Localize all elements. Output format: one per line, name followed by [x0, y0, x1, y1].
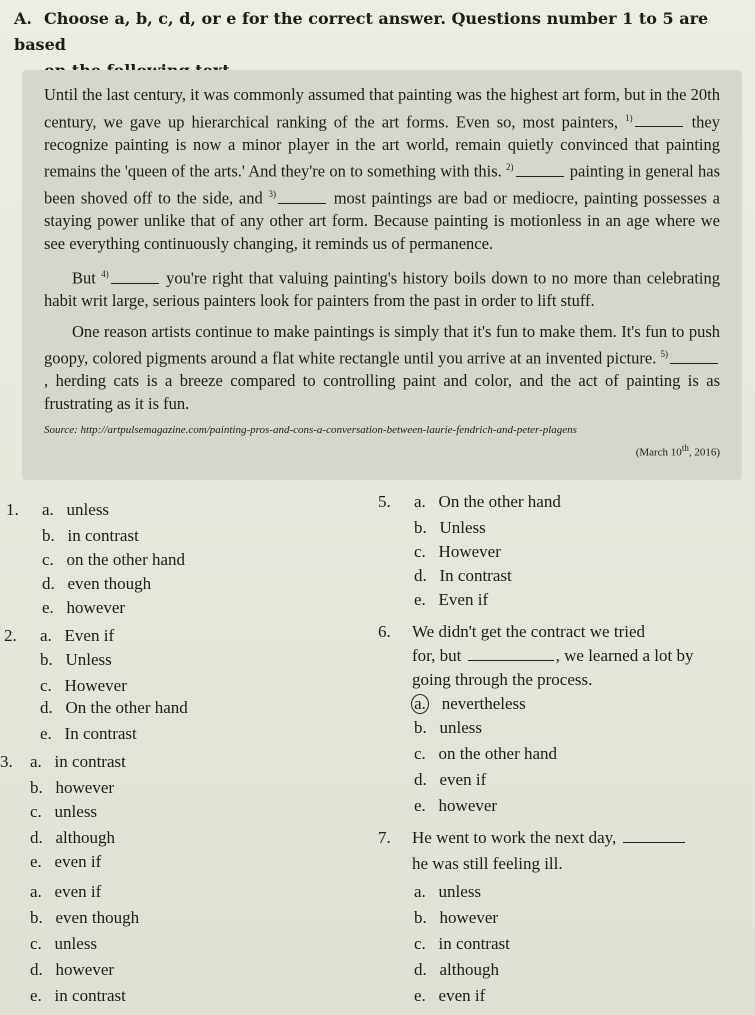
option-a[interactable]: a. unless: [414, 882, 482, 901]
option-c[interactable]: c. However: [414, 542, 501, 561]
option-c[interactable]: c. unless: [30, 802, 98, 821]
question-stem-line-3: going through the process.: [412, 670, 593, 689]
option-b[interactable]: b. however: [414, 908, 499, 927]
question-number: 7.: [378, 828, 391, 847]
blank-3: [278, 191, 326, 204]
option-a[interactable]: a. On the other hand: [414, 492, 561, 511]
option-e[interactable]: e. however: [42, 598, 126, 617]
option-e[interactable]: e. even if: [414, 986, 486, 1005]
option-e[interactable]: e. Even if: [414, 590, 489, 609]
option-c[interactable]: c. on the other hand: [42, 550, 186, 569]
option-d[interactable]: d. however: [30, 960, 115, 979]
blank-4: [111, 271, 159, 284]
option-a[interactable]: a. Even if: [40, 626, 115, 645]
option-c[interactable]: c. However: [40, 676, 127, 695]
blank-number-5: 5): [660, 349, 668, 359]
blank-2: [516, 164, 564, 177]
option-c[interactable]: c. unless: [30, 934, 98, 953]
option-a[interactable]: a. in contrast: [30, 752, 126, 771]
option-d[interactable]: d. although: [30, 828, 115, 847]
question-number: [0, 882, 8, 902]
passage-date: (March 10th, 2016): [635, 443, 720, 459]
passage-paragraph-2: But $^{4)}$ you're right that valuing painting's history boils down to no more than celebrating habit writ large, serious painters look for painters from the past in order to lift stuff.: [44, 268, 720, 310]
blank-1: [635, 114, 683, 127]
option-b[interactable]: b. Unless: [414, 518, 486, 537]
option-a[interactable]: a. unless: [42, 500, 110, 519]
question-number: 5.: [378, 492, 391, 511]
blank-number-1: 1): [625, 112, 633, 123]
option-b[interactable]: b. in contrast: [42, 526, 139, 545]
passage-source: Source: http://artpulsemagazine.com/painting-pros-and-cons-a-conversation-between-laurie-fendrich-and-peter-plagens: [44, 424, 577, 436]
option-d[interactable]: d. On the other hand: [40, 698, 188, 717]
question-number: 3.: [0, 752, 13, 771]
option-b[interactable]: b. unless: [414, 718, 482, 737]
blank-number-4: 4): [101, 269, 109, 279]
option-b[interactable]: b. even though: [30, 908, 140, 927]
option-e[interactable]: e. even if: [30, 852, 102, 871]
question-stem-line-1: He went to work the next day,: [412, 828, 687, 848]
option-e[interactable]: e. however: [414, 796, 498, 815]
option-d[interactable]: d. even if: [414, 770, 487, 789]
question-number: 2.: [4, 626, 17, 645]
option-a[interactable]: a. nevertheless: [414, 694, 526, 714]
question-number: 1.: [6, 500, 19, 519]
question-stem-line-1: We didn't get the contract we tried: [412, 622, 645, 641]
selected-answer-circle: a.: [411, 694, 429, 714]
option-d[interactable]: d. In contrast: [414, 566, 512, 585]
option-e[interactable]: e. in contrast: [30, 986, 126, 1005]
question-stem-line-2: for, but , we learned a lot by: [412, 646, 694, 665]
option-b[interactable]: b. however: [30, 778, 115, 797]
blank-number-3: 3): [268, 189, 276, 199]
instruction-line-1: Choose a, b, c, d, or e for the correct answer. Questions number 1 to 5 are based: [14, 9, 709, 54]
blank-number-2: 2): [506, 162, 514, 172]
question-stem-line-2: he was still feeling ill.: [412, 854, 563, 873]
option-e[interactable]: e. In contrast: [40, 724, 137, 743]
option-d[interactable]: d. even though: [42, 574, 152, 593]
question-number: 6.: [378, 622, 391, 641]
option-a[interactable]: a. even if: [30, 882, 102, 901]
option-c[interactable]: c. in contrast: [414, 934, 510, 953]
passage-paragraph-3: One reason artists continue to make paintings is simply that it's fun to make them. It's fun to push goopy, colored pigments around a flat white rectangle until you arrive at an invented picture. $^{5)}$, herding cats is a breeze compared to controlling paint and color, and the act of painting is as frustrating as it is fun.: [44, 321, 720, 413]
answer-blank[interactable]: [623, 830, 685, 843]
option-d[interactable]: d. although: [414, 960, 499, 979]
blank-5: [670, 351, 718, 364]
reading-passage: [22, 70, 742, 480]
option-c[interactable]: c. on the other hand: [414, 744, 558, 763]
passage-paragraph-1: Until the last century, it was commonly assumed that painting was the highest art form, but in the 20th century, we gave up hierarchical ranking of the art forms. Even so, most painters, $^{1)}$ they recognize painting is now a minor player in the art world, remain quietly convinced that painting remains the 'queen of the arts.' And they're on to something with this. $^{2)}$ painting in general has been shoved off to the side, and $^{3)}$ most paintings are bad or mediocre, painting possesses a staying power unlike that of any other art form. Because painting is motionless in an age where we see everything continuously changing, it reminds us of permanence.: [44, 85, 720, 253]
option-b[interactable]: b. Unless: [40, 650, 112, 669]
section-label: A.: [14, 9, 32, 28]
answer-blank[interactable]: [468, 648, 554, 661]
